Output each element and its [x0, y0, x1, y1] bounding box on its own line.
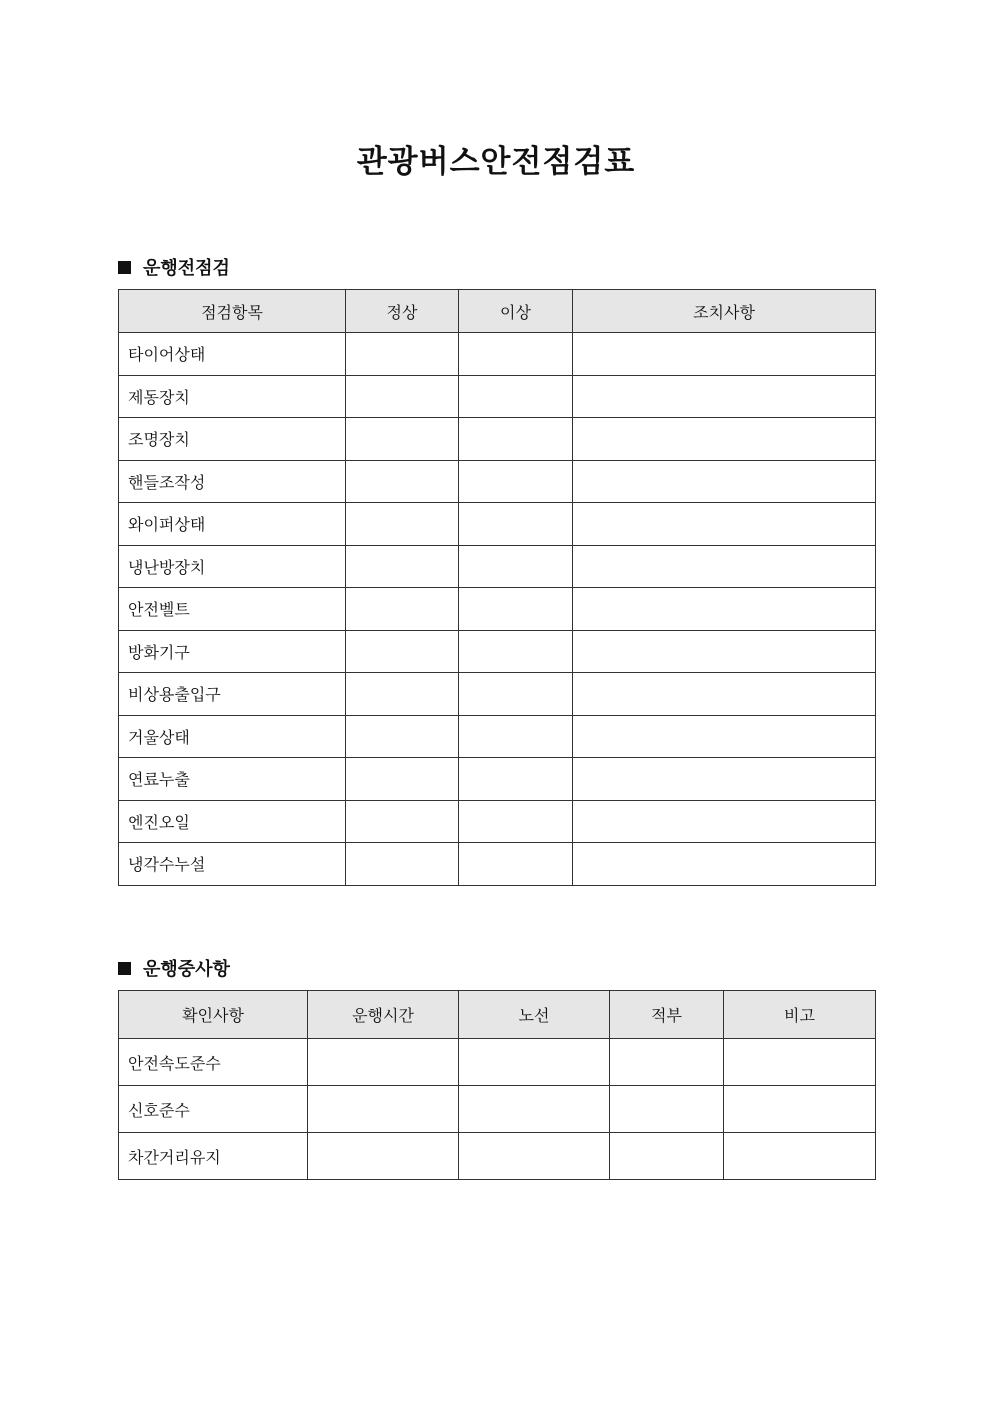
- section-heading-in-operation: [118, 955, 230, 981]
- abnormal-cell[interactable]: [459, 375, 573, 418]
- table-row: [119, 418, 876, 461]
- route-cell[interactable]: [459, 1086, 610, 1133]
- black-square-icon: [118, 261, 131, 274]
- table-row: [119, 1133, 876, 1180]
- normal-cell[interactable]: [346, 503, 459, 546]
- abnormal-cell[interactable]: [459, 630, 573, 673]
- check-item-label: 냉각수누설: [119, 843, 346, 886]
- action-cell[interactable]: [573, 375, 876, 418]
- page-title: 관광버스안전점검표: [356, 144, 636, 180]
- check-item-label: 제동장치: [119, 375, 346, 418]
- table-row: [119, 715, 876, 758]
- table-row: [119, 673, 876, 716]
- normal-cell[interactable]: [346, 673, 459, 716]
- route-cell[interactable]: [459, 1133, 610, 1180]
- table-row: [119, 630, 876, 673]
- abnormal-cell[interactable]: [459, 460, 573, 503]
- column-header: 노선: [459, 991, 610, 1039]
- abnormal-cell[interactable]: [459, 545, 573, 588]
- abnormal-cell[interactable]: [459, 418, 573, 461]
- table-header-row: [119, 290, 876, 333]
- check-item-label: 신호준수: [119, 1086, 308, 1133]
- check-item-label: 타이어상태: [119, 333, 346, 376]
- column-header: 적부: [610, 991, 724, 1039]
- action-cell[interactable]: [573, 460, 876, 503]
- black-square-icon: [118, 962, 131, 975]
- operation-time-cell[interactable]: [308, 1039, 459, 1086]
- table-header-row: [119, 991, 876, 1039]
- check-item-label: 안전벨트: [119, 588, 346, 631]
- normal-cell[interactable]: [346, 715, 459, 758]
- normal-cell[interactable]: [346, 418, 459, 461]
- abnormal-cell[interactable]: [459, 673, 573, 716]
- pre-check-table: [118, 289, 876, 886]
- section-heading-pre-check: [118, 254, 230, 280]
- operation-time-cell[interactable]: [308, 1086, 459, 1133]
- operation-time-cell[interactable]: [308, 1133, 459, 1180]
- remarks-cell[interactable]: [724, 1133, 876, 1180]
- abnormal-cell[interactable]: [459, 715, 573, 758]
- normal-cell[interactable]: [346, 588, 459, 631]
- in-operation-table: [118, 990, 876, 1180]
- check-item-label: 냉난방장치: [119, 545, 346, 588]
- column-header: 정상: [346, 290, 459, 333]
- abnormal-cell[interactable]: [459, 800, 573, 843]
- normal-cell[interactable]: [346, 843, 459, 886]
- remarks-cell[interactable]: [724, 1039, 876, 1086]
- normal-cell[interactable]: [346, 460, 459, 503]
- compliance-cell[interactable]: [610, 1039, 724, 1086]
- action-cell[interactable]: [573, 715, 876, 758]
- table-row: [119, 333, 876, 376]
- action-cell[interactable]: [573, 758, 876, 801]
- action-cell[interactable]: [573, 333, 876, 376]
- normal-cell[interactable]: [346, 375, 459, 418]
- table-row: [119, 1039, 876, 1086]
- check-item-label: 비상용출입구: [119, 673, 346, 716]
- abnormal-cell[interactable]: [459, 588, 573, 631]
- check-item-label: 연료누출: [119, 758, 346, 801]
- table-row: [119, 800, 876, 843]
- action-cell[interactable]: [573, 800, 876, 843]
- table-row: [119, 375, 876, 418]
- route-cell[interactable]: [459, 1039, 610, 1086]
- column-header: 운행시간: [308, 991, 459, 1039]
- check-item-label: 조명장치: [119, 418, 346, 461]
- action-cell[interactable]: [573, 630, 876, 673]
- action-cell[interactable]: [573, 843, 876, 886]
- table-row: [119, 588, 876, 631]
- normal-cell[interactable]: [346, 545, 459, 588]
- normal-cell[interactable]: [346, 630, 459, 673]
- abnormal-cell[interactable]: [459, 758, 573, 801]
- normal-cell[interactable]: [346, 758, 459, 801]
- abnormal-cell[interactable]: [459, 333, 573, 376]
- table-row: [119, 843, 876, 886]
- check-item-label: 핸들조작성: [119, 460, 346, 503]
- column-header: 이상: [459, 290, 573, 333]
- check-item-label: 방화기구: [119, 630, 346, 673]
- action-cell[interactable]: [573, 503, 876, 546]
- table-row: [119, 758, 876, 801]
- section-heading-label: 운행전점검: [143, 258, 230, 279]
- section-heading-label: 운행중사항: [143, 959, 230, 980]
- check-item-label: 엔진오일: [119, 800, 346, 843]
- action-cell[interactable]: [573, 588, 876, 631]
- check-item-label: 와이퍼상태: [119, 503, 346, 546]
- table-row: [119, 503, 876, 546]
- table-row: [119, 1086, 876, 1133]
- abnormal-cell[interactable]: [459, 843, 573, 886]
- table-row: [119, 460, 876, 503]
- table-row: [119, 545, 876, 588]
- remarks-cell[interactable]: [724, 1086, 876, 1133]
- check-item-label: 안전속도준수: [119, 1039, 308, 1086]
- action-cell[interactable]: [573, 418, 876, 461]
- normal-cell[interactable]: [346, 333, 459, 376]
- action-cell[interactable]: [573, 673, 876, 716]
- column-header: 점검항목: [119, 290, 346, 333]
- compliance-cell[interactable]: [610, 1086, 724, 1133]
- check-item-label: 차간거리유지: [119, 1133, 308, 1180]
- column-header: 확인사항: [119, 991, 308, 1039]
- action-cell[interactable]: [573, 545, 876, 588]
- compliance-cell[interactable]: [610, 1133, 724, 1180]
- column-header: 조치사항: [573, 290, 876, 333]
- normal-cell[interactable]: [346, 800, 459, 843]
- column-header: 비고: [724, 991, 876, 1039]
- check-item-label: 거울상태: [119, 715, 346, 758]
- abnormal-cell[interactable]: [459, 503, 573, 546]
